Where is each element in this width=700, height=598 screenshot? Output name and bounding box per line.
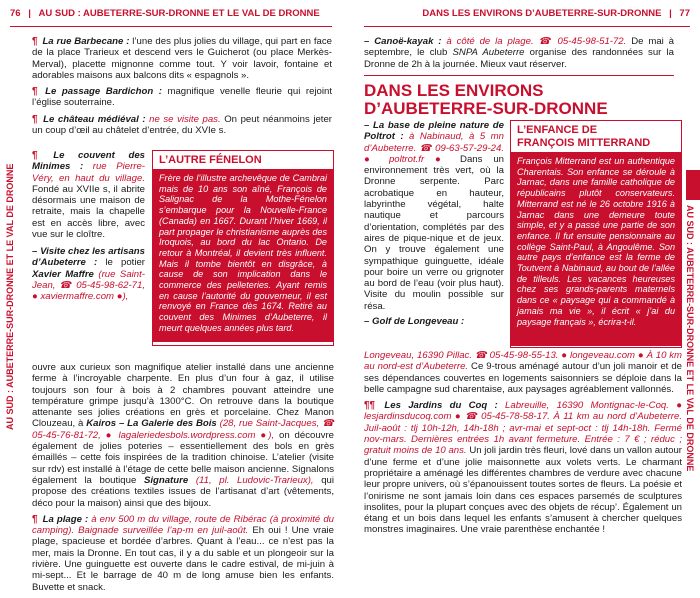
- left-running-title: AU SUD : AUBETERRE-SUR-DRONNE ET LE VAL DE DRONNE: [38, 8, 320, 19]
- canoe-text-2: organise des randonnées sur la Dronne de 2h à la journée. Mieux vaut réserver.: [364, 47, 674, 70]
- ticket-icon: ¶: [32, 513, 38, 525]
- left-side-tab-text: AU SUD : AUBETERRE-SUR-DRONNE ET LE VAL DE DRONNE: [5, 163, 15, 430]
- canoe-text: De mai à septembre, le club: [364, 36, 674, 59]
- minimes-entry: [32, 150, 145, 240]
- section-title-line-1: DANS LES ENVIRONS: [364, 80, 544, 100]
- right-running-title: DANS LES ENVIRONS D’AUBETERRE-SUR-DRONNE: [422, 8, 662, 19]
- fenelon-box: [152, 150, 334, 346]
- canoe-club: SNPA Aubeterre: [452, 47, 525, 59]
- ticket-icon: ¶: [32, 36, 38, 47]
- chateau-entry: [32, 114, 332, 137]
- mitterrand-title-line-1: L’ENFANCE DE: [517, 124, 598, 136]
- jardins-text: Un joli jardin très fleuri, lové dans un vallon autour d’une ferme et d’une jolie maisonnette aux volets verts. Le charmant propriétaire a aménagé les différentes chambres de verdure avec chacune leur propre univers, où s’épanouissent toutes sortes de fleurs. La poésie et l’onirisme ne sont jamais loin dans ces espaces parsemés de sculptures insolites, pour la plupart conçues avec des objets de récup’. Également un étang et un bois dans lequel les enfants s’amusent à chercher quelques monstres imaginaires. Une vraie parenthèse enchantée !: [364, 445, 682, 536]
- artisans-intro: le potier: [105, 257, 145, 269]
- canoe-entry: [364, 36, 674, 70]
- jardins-address: Labreuille, 16390 Montignac-le-Coq. ● lesjardinsducoq.com ● ☎ 05-45-78-58-17. À 11 km au nord d’Aubeterre. Juil-août : tlj 10h-12h, 14h-18h ; avr-mai et sept-oct : tlj 14h-18h. Fermé nov-mars. Dernières entrées 1h avant fermeture. Entrée : 7 € ; réduc ; gratuit moins de 10 ans.: [364, 400, 682, 457]
- artisans-title: – Visite chez les artisans d’Aubeterre :: [32, 246, 145, 269]
- poltrot-title: – La base de pleine nature de Poltrot :: [364, 120, 504, 143]
- chateau-title: Le château médiéval :: [43, 113, 146, 125]
- barbecane-title: La rue Barbecane :: [42, 36, 130, 47]
- left-page: [0, 0, 350, 593]
- ticket-icon: ¶: [32, 113, 38, 125]
- golf-title: – Golf de Longeveau :: [364, 316, 465, 327]
- canoe-note: à côté de la plage. ☎ 05-45-98-51-72.: [446, 36, 627, 47]
- artisans-entry-start: [32, 246, 145, 302]
- plage-title: La plage :: [42, 513, 89, 525]
- left-upper-column: [32, 36, 332, 141]
- potier-name: Xavier Maffre: [32, 268, 94, 280]
- signature-text: qui propose des créations textiles issues de l’artisanat d’art (vêtements, déco pour la maison) ainsi que des bijoux.: [32, 474, 335, 509]
- poltrot-text: Dans un environnement très vert, où la Dronne serpente. Parc acrobatique en hauteur, labyrinthe végétal, halte nautique et parcours d’orientation, complétés par des aires de pique-nique et de jeux. On y trouve également une sympathique guinguette, idéale pour boire un verre ou grignoter au bord de l’eau (voir plus haut). Visite du moulin possible sur résa.: [364, 153, 504, 312]
- left-running-head: 76 | AU SUD : AUBETERRE-SUR-DRONNE ET LE VAL DE DRONNE: [10, 8, 332, 27]
- mitterrand-box-text: François Mitterrand est un authentique Charentais. Son enfance se déroule à Jarnac, dans une famille catholique de républicains plutôt conservateurs. Mitterrand est né le 26 octobre 1916 à Jarnac dans une demeure toute simple, et y a passé une partie de son enfance. Il fut ensuite pensionnaire au collège Saint-Paul, à Angoulême. Son autre pays d’enfance est la ferme de Toutvent à Nabinaud, au bout de l’allée de tilleuls. Les vacances heureuses chez ses grands-parents maternels dans ce « paysage qui a commandé à jamais ma vie », il écrit « j’ai du paysage français », écrira-t-il.: [511, 153, 681, 346]
- right-page: [350, 0, 700, 584]
- potier-address: (rue Saint-Jean, ☎ 05-45-98-62-71, ● xaviermaffre.com ●),: [32, 268, 145, 303]
- plage-entry: [32, 514, 334, 593]
- poltrot-address: à Nabinaud, à 5 mn d’Aubeterre. ☎ 09-63-57-29-24. ● poltrot.fr ●: [364, 131, 504, 165]
- left-side-tab: [5, 164, 15, 430]
- ticket-icon: ¶¶: [364, 400, 376, 412]
- right-narrow-column-2: [364, 316, 504, 346]
- right-page-number: 77: [679, 8, 690, 19]
- jardins-title: Les Jardins du Coq :: [384, 400, 498, 412]
- signature-address: (11, pl. Ludovic-Trarieux),: [195, 474, 314, 486]
- chateau-text: On peut néanmoins jeter un coup d’œil au châtelet d’entrée, du XVIe s.: [32, 113, 332, 137]
- minimes-text: Fondé au XVIIe s, il abrite désormais une maison de retraite, mais la chapelle est en accès libre, avec vue sur le cloître.: [32, 183, 145, 241]
- minimes-address: rue Pierre-Véry, en haut du village.: [32, 161, 145, 184]
- chateau-note: ne se visite pas.: [149, 113, 221, 125]
- kairos-name: Kairos – La Galerie des Bois: [86, 418, 217, 430]
- bardichon-title: Le passage Bardichon :: [45, 86, 162, 98]
- plage-note: à env 500 m du village, route de Ribérac (à proximité du camping). Baignade surveillée l’ap-m en juil-août.: [32, 513, 334, 537]
- right-thumb-tab: [686, 170, 700, 200]
- right-narrow-column: [364, 120, 504, 312]
- minimes-title: Le couvent des Minimes :: [32, 150, 145, 173]
- mitterrand-title-line-2: FRANÇOIS MITTERRAND: [517, 137, 651, 149]
- section-heading: [364, 82, 674, 118]
- barbecane-entry: [32, 36, 332, 81]
- golf-entry: [364, 350, 682, 395]
- kairos-text: on découvre également de jolies poteries – essentiellement des bols en grès émaillés – cette fois inspirées de la tradition chinoise. L’atelier (visite sur rdv) est installé à l’étage de cette belle maison ancienne. Signalons également la boutique: [32, 429, 334, 486]
- left-narrow-column: [32, 150, 145, 245]
- artisans-entry: [32, 362, 334, 509]
- golf-address: Longeveau, 16390 Pillac. ☎ 05-45-98-55-13. ● longeveau.com ● À 10 km au nord-est d’Aubeterre.: [364, 350, 682, 373]
- poltrot-entry: [364, 120, 504, 312]
- right-side-tab: [685, 205, 695, 471]
- golf-entry-start: [364, 316, 504, 327]
- fenelon-box-text: Frère de l’illustre archevêque de Cambrai mais de 10 ans son aîné, François de Salignac de la Mothe-Fénelon s’embarque pour la Nouvelle-France (Canada) en 1667. Durant l’hiver 1669, il part propager le christianisme auprès des Iroquois, au bord du lac Ontario. De retour à Montréal, il devient très influent. Mais il tombe bientôt en disgrâce, à cause de son implication dans le commerce des pelleteries. Ayant remis en cause l’autorité du gouverneur, il est renvoyé en France dès 1674. Retiré au couvent des Minimes d’Aubeterre, il meurt quelques années plus tard.: [153, 170, 333, 342]
- section-rule: [364, 75, 674, 76]
- canoe-title: – Canoë-kayak :: [364, 36, 442, 47]
- ticket-icon: ¶: [32, 86, 38, 98]
- ticket-icon: ¶: [32, 150, 38, 161]
- artisans-text: ouvre aux curieux son magnifique atelier installé dans une ancienne ferme à l’incroyable charpente. En plus d’un four à gaz, il utilise toujours son four à bois à 2 chambres pouvant atteindre une température grimpe jusqu’à 1300°C. On retrouve dans la boutique attenante ses jolies créations en grès et porcelaine. Chez Manon Clouzeau, à: [32, 362, 334, 430]
- left-lower-column: [32, 362, 334, 598]
- right-side-tab-text: AU SUD : AUBETERRE-SUR-DRONNE ET LE VAL DE DRONNE: [685, 205, 695, 472]
- right-lower-column: [364, 350, 682, 541]
- section-title-line-2: D’AUBETERRE-SUR-DRONNE: [364, 98, 608, 118]
- golf-text: Ce 9-trous aménagé autour d’un joli manoir et de ses dépendances couvertes en logements saisonniers se déploie dans la belle campagne sud charentaise, aux paysages agréablement vallonnés.: [364, 361, 682, 395]
- signature-name: Signature: [143, 474, 189, 486]
- plage-text: Eh oui ! Une vraie plage, spacieuse et bordée d’arbres. Quant à l’eau... ce n’est pas la mer, mais la Dronne. En tout cas, il y a du sable et un plongeoir sur la rivière. Une guinguette est ouverte dans le cadre estival, de mi-juin à mi-sept... Et le barrage de 40 m de long amuse bien les enfants. Buvette et snack.: [32, 525, 334, 593]
- bardichon-entry: [32, 86, 332, 109]
- barbecane-text: l’une des plus jolies du village, qui part en face de la place Trarieux et descend vers le Guicherot (ou place Merkès-Merval), placette mignonne comme tout. Y voir lavoir, fontaine et adorables maisons aux balcons dits « espagnols ».: [32, 36, 332, 81]
- mitterrand-box-title: [511, 121, 681, 153]
- kairos-address: (28, rue Saint-Jacques, ☎ 05-45-76-81-72, ● lagaleriedesbols.wordpress.com ●),: [32, 418, 334, 441]
- right-top-column: [364, 36, 674, 118]
- mitterrand-box: [510, 120, 682, 348]
- right-running-head: DANS LES ENVIRONS D’AUBETERRE-SUR-DRONNE | 77: [364, 8, 690, 27]
- left-page-number: 76: [10, 8, 21, 19]
- left-narrow-column-2: [32, 246, 145, 358]
- jardins-entry: [364, 400, 682, 536]
- bardichon-text: magnifique venelle fleurie qui rejoint l’église souterraine.: [32, 86, 333, 109]
- fenelon-box-title: L’AUTRE FÉNELON: [153, 151, 333, 170]
